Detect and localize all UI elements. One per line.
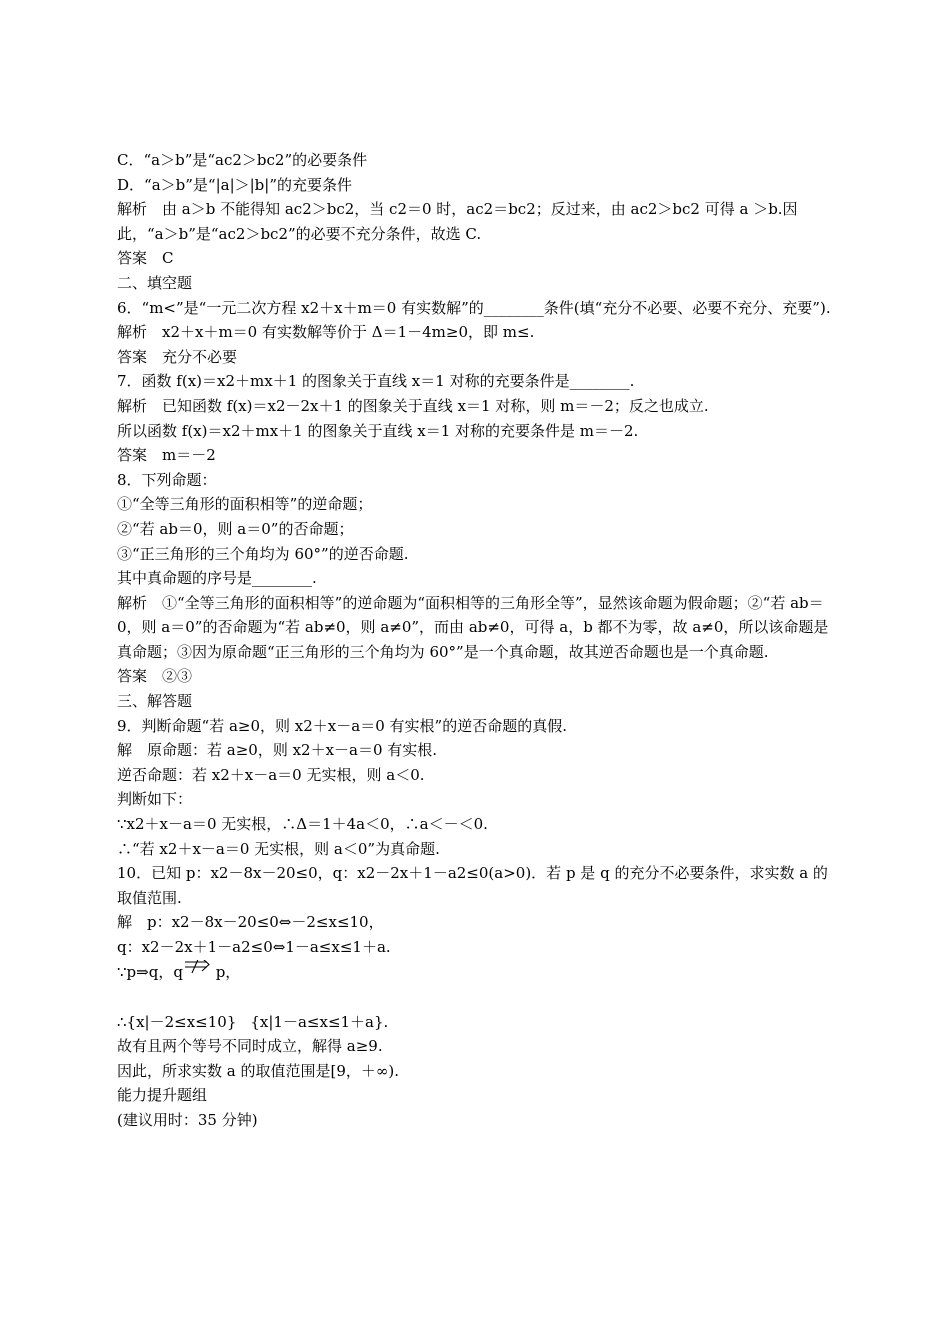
q10-question: 10．已知 p：x2－8x－20≤0，q：x2－2x＋1－a2≤0(a>0)．若 p 是 q 的充分不必要条件，求实数 a 的取值范围.: [117, 864, 828, 907]
section-solve-heading: 三、解答题: [117, 692, 193, 711]
q10-implication-right: p，: [210, 962, 241, 981]
q10-solution-q: q：x2－2x＋1－a2≤0⇔1－a≤x≤1＋a.: [117, 938, 391, 956]
not-implies-arrow-icon: [183, 961, 211, 981]
q8-item-2: ②“若 ab＝0，则 a＝0”的否命题；: [117, 519, 354, 538]
q9-reasoning: ∵x2＋x－a＝0 无实根，∴Δ＝1＋4a＜0，∴a＜－＜0.: [117, 815, 488, 834]
q8-item-1: ①“全等三角形的面积相等”的逆命题；: [117, 495, 373, 514]
section-advanced-heading: 能力提升题组: [117, 1086, 208, 1105]
q8-item-3: ③“正三角形的三个角均为 60°”的逆否命题.: [117, 544, 409, 563]
q7-analysis: 解析 已知函数 f(x)＝x2－2x＋1 的图象关于直线 x＝1 对称，则 m＝－2；反之也成立.: [117, 396, 709, 415]
q9-solution-original: 解 原命题：若 a≥0，则 x2＋x－a＝0 有实根.: [117, 741, 438, 760]
q10-implication-left: ∵p⇒q，q: [117, 962, 183, 981]
q5-analysis: 解析 由 a＞b 不能得知 ac2＞bc2，当 c2＝0 时，ac2＝bc2；反过来，由 ac2＞bc2 可得 a ＞b.因此，“a＞b”是“ac2＞bc2”的必要不充分条件，故选 C.: [117, 200, 798, 243]
suggested-time: (建议用时：35 分钟): [117, 1110, 258, 1129]
q7-question: 7．函数 f(x)＝x2＋mx＋1 的图象关于直线 x＝1 对称的充要条件是________.: [117, 372, 635, 391]
option-c: C．“a＞b”是“ac2＞bc2”的必要条件: [117, 151, 368, 169]
q10-subset-right: {x|1－a≤x≤1＋a}.: [250, 1012, 389, 1031]
q5-answer: 答案 C: [117, 249, 174, 268]
q6-question: 6．“m<”是“一元二次方程 x2＋x＋m＝0 有实数解”的________条件(填“充分不必要、必要不充分、充要”).: [117, 298, 831, 317]
q7-analysis-cont: 所以函数 f(x)＝x2＋mx＋1 的图象关于直线 x＝1 对称的充要条件是 m＝－2.: [117, 421, 639, 440]
q8-answer: 答案 ②③: [117, 667, 193, 686]
q10-implication-line: [117, 960, 837, 1010]
q9-question: 9．判断命题“若 a≥0，则 x2＋x－a＝0 有实根”的逆否命题的真假.: [117, 716, 567, 735]
q6-analysis: 解析 x2＋x＋m＝0 有实数解等价于 Δ＝1－4m≥0，即 m≤.: [117, 323, 535, 342]
q10-subset-left: ∴{x|－2≤x≤10}: [117, 1012, 237, 1031]
document-page: [117, 148, 837, 1133]
q10-solution-p: 解 p：x2－8x－20≤0⇔－2≤x≤10，: [117, 913, 384, 932]
option-d: D．“a＞b”是“|a|＞|b|”的充要条件: [117, 175, 353, 194]
q8-analysis: 解析 ①“全等三角形的面积相等”的逆命题为“面积相等的三角形全等”，显然该命题为假命题；②“若 ab＝0，则 a＝0”的否命题为“若 ab≠0，则 a≠0”，而由 ab≠0，可得 a，b 都不为零，故 a≠0，所以该命题是真命题；③因为原命题“正三角形的三个角均为 60°”是一个真命题，故其逆否命题也是一个真命题.: [117, 593, 829, 661]
q8-question: 8．下列命题：: [117, 470, 217, 489]
q9-conclusion: ∴“若 x2＋x－a＝0 无实根，则 a＜0”为真命题.: [117, 839, 440, 858]
q8-prompt: 其中真命题的序号是________.: [117, 569, 317, 588]
q10-range: 因此，所求实数 a 的取值范围是[9，＋∞).: [117, 1061, 399, 1080]
section-fill-blank-heading: 二、填空题: [117, 273, 193, 292]
q9-judge-heading: 判断如下：: [117, 790, 193, 809]
q10-result: 故有且两个等号不同时成立，解得 a≥9.: [117, 1037, 383, 1056]
q6-answer: 答案 充分不必要: [117, 347, 238, 366]
q9-solution-contrapositive: 逆否命题：若 x2＋x－a＝0 无实根，则 a＜0.: [117, 765, 425, 784]
q7-answer: 答案 m＝－2: [117, 446, 216, 465]
q10-subset-line: [117, 1010, 837, 1035]
